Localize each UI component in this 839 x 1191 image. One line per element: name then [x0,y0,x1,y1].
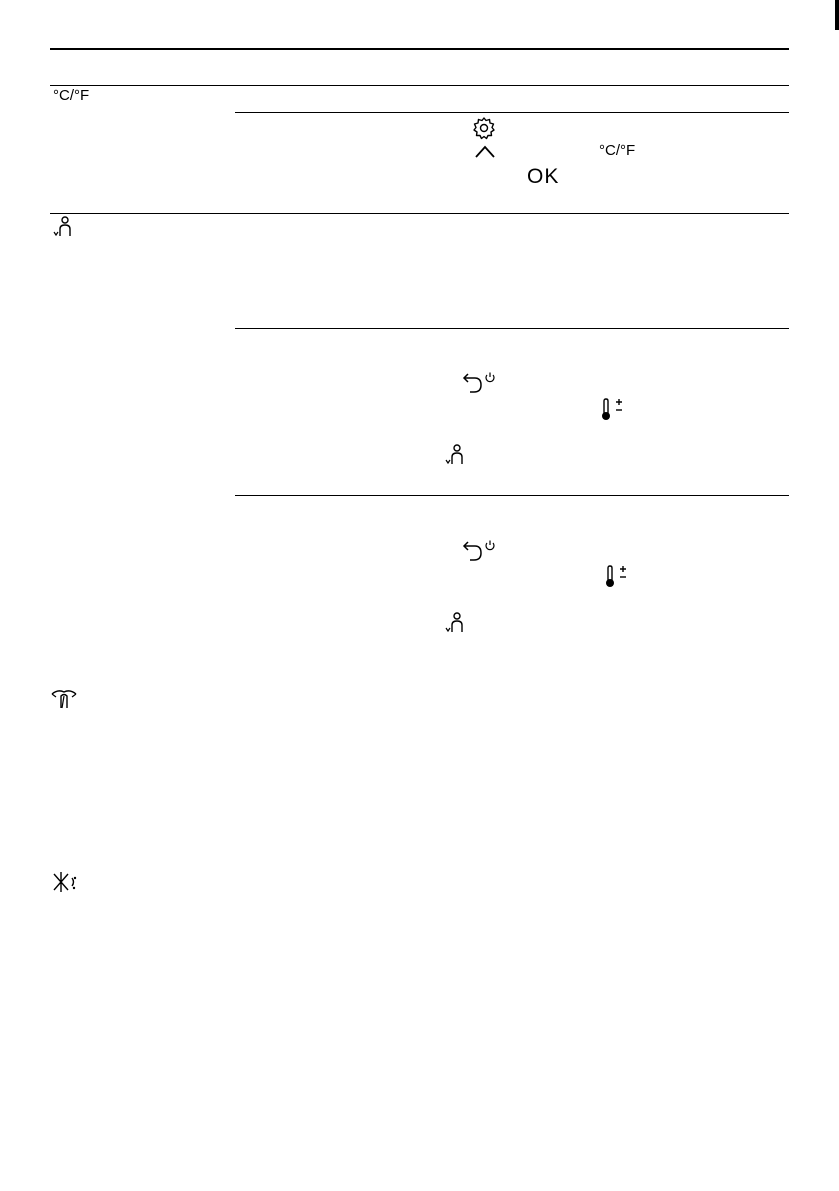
ok-button-symbol: OK [527,165,560,188]
header-rule [50,48,789,50]
chevron-up-icon [473,143,497,159]
super-mode-person-icon [52,216,76,238]
holiday-mode-icon [50,688,78,710]
settings-gear-icon [472,116,496,140]
table-row-divider [235,328,789,329]
table-row-divider [50,85,789,86]
super-mode-person-icon [444,612,468,634]
table-row-divider [50,213,789,214]
thermometer-plus-minus-icon [604,565,634,589]
thermometer-plus-minus-icon [600,398,630,422]
eco-mode-icon [50,870,78,894]
celsius-fahrenheit-icon: °C/°F [53,87,90,104]
super-mode-person-icon [444,444,468,466]
back-power-icon [461,372,501,396]
table-row-divider [235,495,789,496]
page-edge-marker [835,0,839,30]
table-row-divider [235,112,789,113]
celsius-fahrenheit-icon: °C/°F [599,142,636,159]
back-power-icon [461,540,501,564]
